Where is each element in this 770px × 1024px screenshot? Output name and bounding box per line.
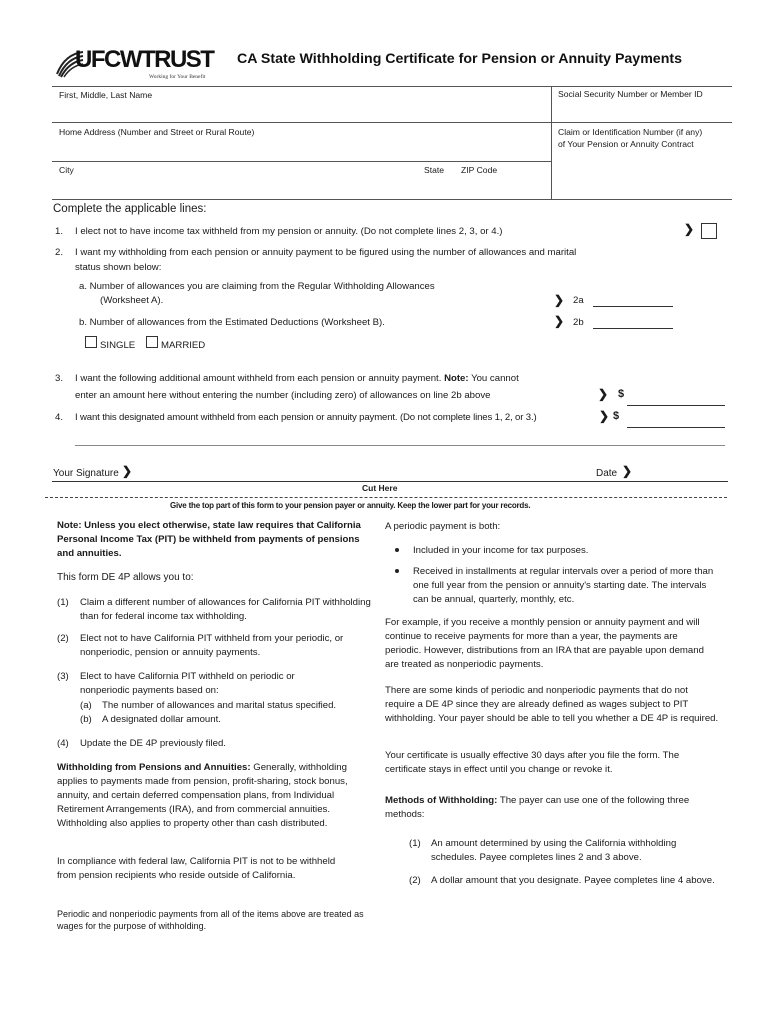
signature-input[interactable]	[138, 462, 578, 482]
cut-instruction: Give the top part of this form to your pension payer or annuity. Keep the lower part for your records.	[170, 501, 531, 510]
method-2-number: (2)	[409, 875, 421, 886]
signature-arrow-icon: ❯	[122, 464, 133, 478]
line-2-text: I want my withholding from each pension or annuity payment to be figured using the number of allowances and marital	[75, 247, 577, 258]
date-input[interactable]	[638, 462, 728, 482]
bullet-2-icon	[395, 569, 399, 573]
withholding-text: Generally, withholding applies to payments made from pension, profit-sharing, stock bonus, annuity, and certain deferred compensation plans, from Individual Retirement Arrangements (IRA), and from commercial annuities. Withholding also applies to property other than cash distributed.	[57, 762, 348, 829]
bullet-1-icon	[395, 548, 399, 552]
claim-number-input[interactable]	[554, 152, 730, 196]
item-3-text: Elect to have California PIT withheld on periodic or nonperiodic payments based on:	[80, 671, 295, 696]
date-arrow-icon: ❯	[622, 464, 633, 478]
method-1-text: An amount determined by using the California withholding schedules. Payee completes lines 2 and 3 above.	[431, 838, 677, 863]
line-4-number: 4.	[55, 412, 64, 423]
line-2a-label: 2a	[573, 295, 584, 306]
logo-tagline: Working for Your Benefit	[149, 74, 206, 80]
line-1-checkbox[interactable]	[701, 223, 717, 239]
line-2b-text: b. Number of allowances from the Estimated Deductions (Worksheet B).	[79, 317, 385, 328]
line-2a-text-2: (Worksheet A).	[100, 295, 164, 306]
item-3b-number: (b)	[80, 714, 92, 725]
claim-number-label: Claim or Identification Number (if any)	[558, 127, 703, 137]
lines-heading: Complete the applicable lines:	[53, 203, 207, 215]
page-title: CA State Withholding Certificate for Pension or Annuity Payments	[237, 51, 682, 67]
address-field-label: Home Address (Number and Street or Rural Route)	[59, 127, 255, 137]
address-input[interactable]	[55, 140, 545, 159]
withholding-heading: Withholding from Pensions and Annuities:	[57, 762, 251, 773]
date-label: Date	[596, 468, 618, 479]
city-input[interactable]	[55, 178, 415, 197]
logo	[55, 44, 227, 86]
ssn-input[interactable]	[554, 102, 730, 120]
line-4-dollar-sign: $	[613, 410, 620, 422]
cut-line	[45, 497, 727, 498]
line-2b-label: 2b	[573, 317, 584, 328]
periodic-definition: A periodic payment is both:	[385, 521, 501, 532]
methods-text: The payer can use one of the following three methods:	[385, 795, 690, 820]
line-4-arrow-icon: ❯	[599, 409, 610, 423]
method-2-text: A dollar amount that you designate. Payee completes line 4 above.	[431, 875, 715, 886]
item-4-text: Update the DE 4P previously filed.	[80, 738, 226, 749]
city-field-label: City	[59, 165, 74, 175]
item-1-text: Claim a different number of allowances for California PIT withholding than for federal income tax withholding.	[80, 597, 371, 622]
name-input[interactable]	[55, 102, 545, 120]
methods-paragraph	[385, 794, 715, 822]
line-3-text-b: You cannot	[471, 373, 519, 384]
signature-label: Your Signature	[53, 468, 119, 479]
name-field-label: First, Middle, Last Name	[59, 90, 153, 100]
married-checkbox[interactable]	[146, 336, 158, 348]
item-4-number: (4)	[57, 738, 69, 749]
ssn-field-label: Social Security Number or Member ID	[558, 89, 703, 99]
kinds-paragraph: There are some kinds of periodic and nonperiodic payments that do not require a DE 4P since they are already defined as wages subject to PIT withholding. Your payer should be able to tell you whether a DE 4P is required.	[385, 685, 719, 724]
zip-input[interactable]	[458, 178, 548, 197]
line-3-dollar-sign: $	[618, 388, 625, 400]
section-divider	[75, 445, 725, 446]
line-3-text-a: I want the following additional amount withheld from each pension or annuity payment.	[75, 373, 442, 384]
signature-line	[52, 481, 728, 482]
state-field-label: State	[424, 165, 445, 175]
note-paragraph: Note: Unless you elect otherwise, state law requires that California Personal Income Tax (PIT) be withheld from payments of pensions and annuities.	[57, 520, 361, 559]
line-2-text-2: status shown below:	[75, 262, 162, 273]
item-3a-text: The number of allowances and marital status specified.	[102, 700, 337, 711]
bullet-1-text: Included in your income for tax purposes.	[413, 545, 589, 556]
claim-number-label-2: of Your Pension or Annuity Contract	[558, 139, 694, 149]
line-3-number: 3.	[55, 373, 64, 384]
method-1-number: (1)	[409, 838, 421, 849]
line-3-text-2: enter an amount here without entering the number (including zero) of allowances on line 2b above	[75, 390, 491, 401]
item-1-number: (1)	[57, 597, 69, 608]
allows-paragraph: This form DE 4P allows you to:	[57, 572, 194, 583]
bullet-2-text: Received in installments at regular intervals over a period of more than one full year from the pension or annuity's starting date. The intervals can be annual, quarterly, monthly, etc.	[413, 566, 714, 605]
married-label: MARRIED	[161, 340, 206, 351]
zip-field-label: ZIP Code	[461, 165, 498, 175]
line-2a-text: a. Number of allowances you are claiming from the Regular Withholding Allowances	[79, 281, 435, 292]
example-paragraph: For example, if you receive a monthly pension or annuity payment and will continue to receive payments for more than a year, the payments are periodic. However, distributions from an IRA that are payable upon demand are treated as nonperiodic payments.	[385, 617, 704, 670]
line-2a-input[interactable]	[593, 306, 673, 307]
line-4-text: I want this designated amount withheld from each pension or annuity payment. (Do not complete lines 1, 2, or 3.)	[75, 412, 537, 423]
periodic-all-paragraph: Periodic and nonperiodic payments from all of the items above are treated as wages for the purpose of withholding.	[57, 909, 364, 932]
line-4-amount-input[interactable]	[627, 427, 725, 428]
cut-here-label: Cut Here	[362, 483, 398, 493]
line-3-text	[75, 372, 519, 386]
single-label: SINGLE	[100, 340, 136, 351]
line-3-amount-input[interactable]	[627, 405, 725, 406]
item-3a-number: (a)	[80, 700, 92, 711]
line-3-arrow-icon: ❯	[598, 387, 609, 401]
logo-text: UFCWTRUST	[75, 46, 214, 73]
line-2b-input[interactable]	[593, 328, 673, 329]
item-2-number: (2)	[57, 633, 69, 644]
effective-paragraph: Your certificate is usually effective 30 days after you file the form. The certificate stays in effect until you change or revoke it.	[385, 750, 680, 775]
line-1-text: I elect not to have income tax withheld from my pension or annuity. (Do not complete lines 2, 3, or 4.)	[75, 226, 503, 237]
state-input[interactable]	[420, 178, 456, 197]
line-2a-arrow-icon: ❯	[554, 293, 565, 307]
item-3b-text: A designated dollar amount.	[102, 714, 221, 725]
compliance-paragraph: In compliance with federal law, California PIT is not to be withheld from pension recipients who reside outside of California.	[57, 856, 336, 881]
methods-heading: Methods of Withholding:	[385, 795, 498, 806]
single-checkbox[interactable]	[85, 336, 97, 348]
item-2-text: Elect not to have California PIT withheld from your periodic, or nonperiodic, pension or annuity payments.	[80, 633, 344, 658]
line-2b-arrow-icon: ❯	[554, 314, 565, 328]
line-3-note-label: Note:	[444, 373, 469, 384]
item-3-number: (3)	[57, 671, 69, 682]
line-1-arrow-icon: ❯	[684, 222, 695, 236]
line-2-number: 2.	[55, 247, 64, 258]
line-1-number: 1.	[55, 226, 64, 237]
withholding-paragraph	[57, 761, 369, 831]
